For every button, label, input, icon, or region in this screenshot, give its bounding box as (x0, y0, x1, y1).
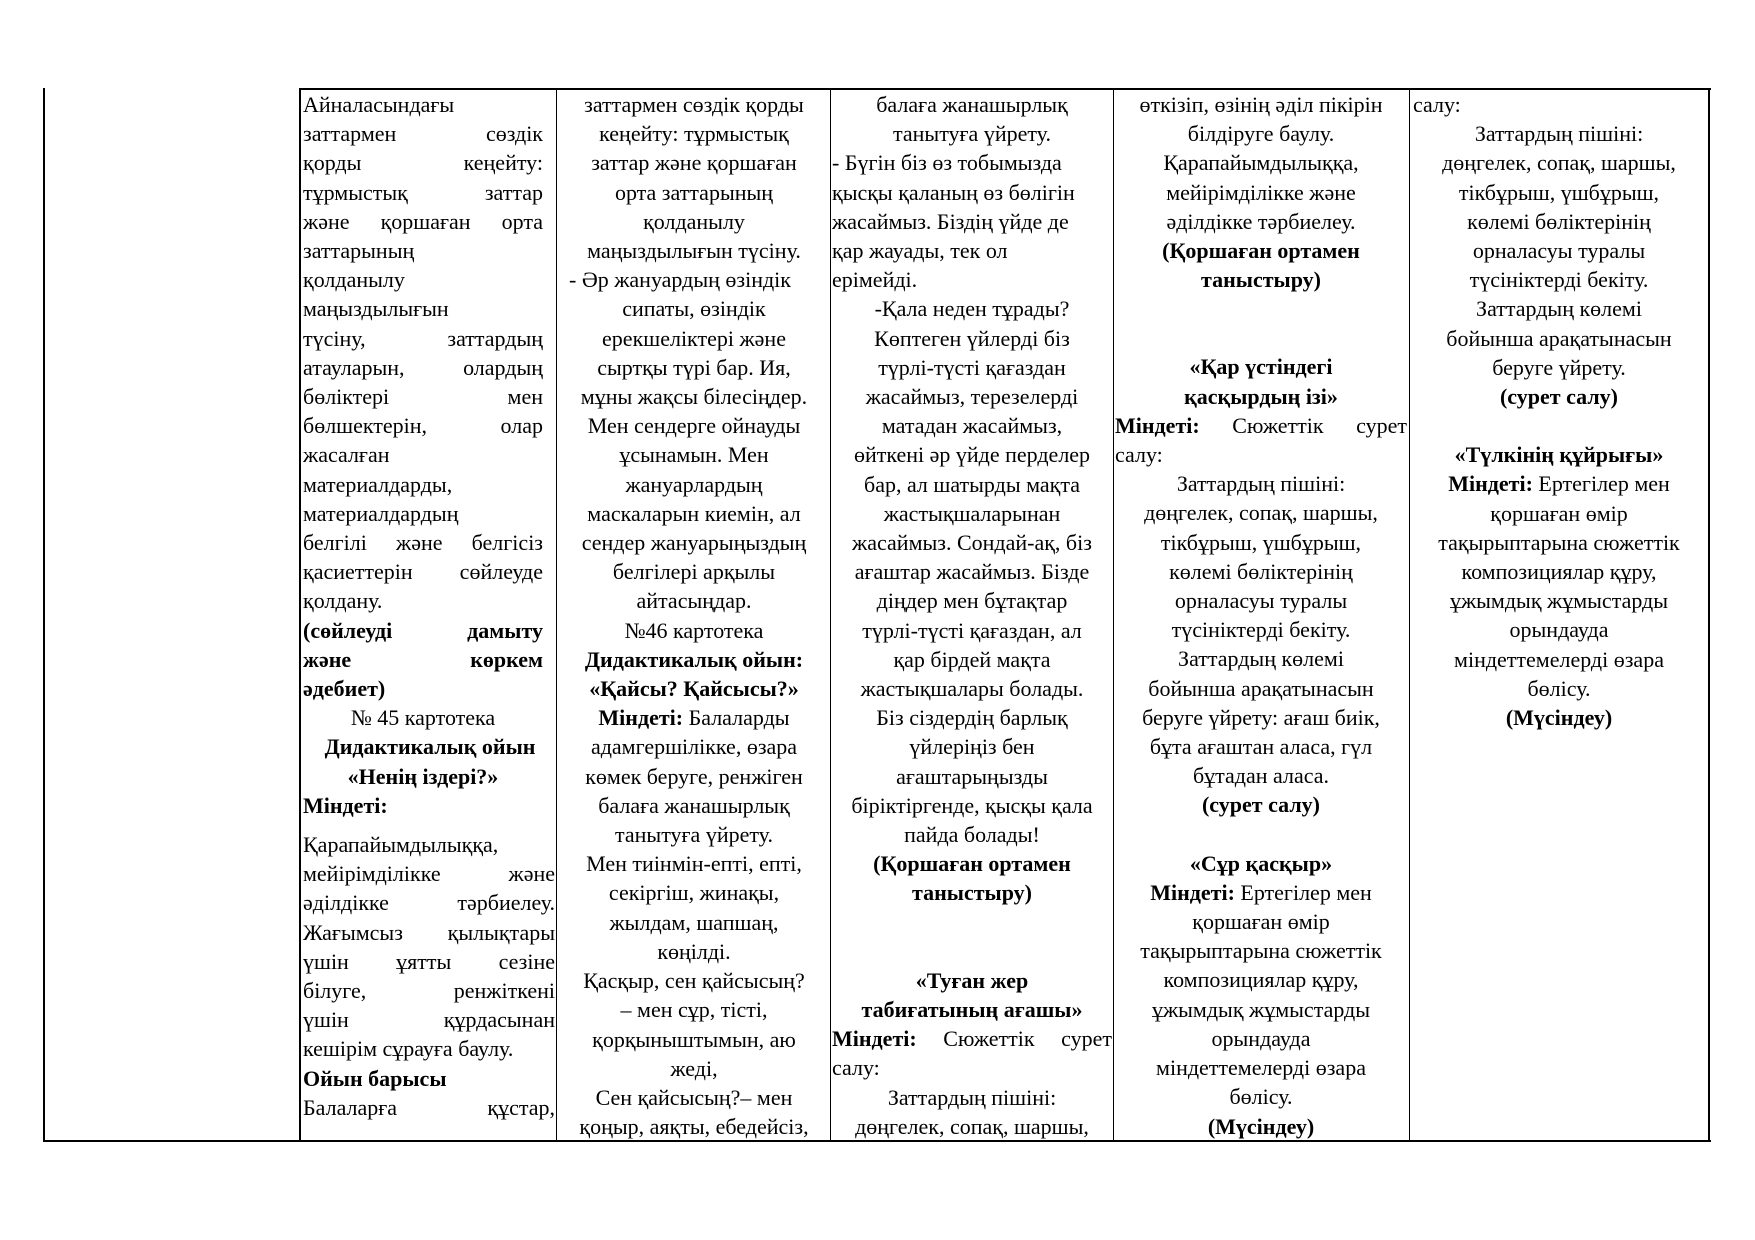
c1-game-type: Дидактикалық ойын (324, 734, 536, 760)
c2-game-type: Дидактикалық ойын: (584, 646, 804, 672)
c2-line: ұсынамын. Мен (619, 442, 769, 468)
c5-task-first: Ертегілер мен (1532, 471, 1670, 497)
c3-task-line (832, 1024, 1112, 1053)
c3-line: жасаймыз. Сондай-ақ, біз (852, 530, 1092, 556)
c4-task-label: Міндеті: (1115, 412, 1200, 438)
c1-card-number: № 45 картотека (350, 705, 496, 731)
c5-line: түсініктерді бекіту. (1469, 267, 1649, 293)
c2-line: сендер жануарыңыздың (581, 530, 807, 556)
c2-line: маңыздылығын түсіну. (587, 238, 801, 264)
c5-line: дөңгелек, сопақ, шаршы, (1442, 150, 1676, 176)
c2-task-label: Міндеті: (598, 705, 684, 731)
c2-line: айтасыңдар. (636, 588, 752, 614)
c4-line: Қарапайымдылыққа, (1163, 150, 1359, 176)
c5-task-line: тақырыптарына сюжеттік (1438, 529, 1680, 555)
border-col4-left (1113, 88, 1114, 1142)
border-col5-left (1409, 88, 1410, 1142)
c2-task-line: адамгершілікке, өзара (590, 734, 798, 760)
c1-intro-line: маңыздылығын (303, 296, 449, 322)
c5-line: Заттардың көлемі (1476, 296, 1642, 322)
c4-line: білдіруге баулу. (1187, 121, 1335, 147)
c2-task-line: қорқыныштымын, аю (592, 1026, 796, 1052)
c5-task-line: орындауда (1509, 617, 1609, 643)
c5-task-label: Міндеті: (1448, 471, 1533, 497)
c4-task-line: орындауда (1211, 1025, 1311, 1051)
c4-line: өткізіп, өзінің әділ пікірін (1139, 92, 1383, 117)
c3-line: жасаймыз. Біздің үйде де (832, 208, 1069, 234)
c1-intro-line: және қоршаған орта (303, 208, 543, 234)
c4-subject-line: (сурет салу) (1201, 792, 1320, 818)
c5-line: салу: (1413, 92, 1461, 117)
c2-task-line: Сен қайсысың?– мен (595, 1084, 793, 1110)
c2-line: маскаларын киемін, ал (587, 500, 801, 526)
c4-task-line: қоршаған өмір (1192, 909, 1330, 935)
c4-task-line: Заттардың пішіні: (1176, 471, 1346, 497)
c4-task-line: Заттардың көлемі (1178, 646, 1344, 672)
c1-intro-line: қолдану. (303, 588, 383, 614)
c3-line: балаға жанашырлық (876, 92, 1068, 117)
c3-line: қар бірдей мақта (893, 646, 1051, 672)
c1-task-line: мейірімділікке және (303, 861, 555, 887)
c1-intro-line: материалдардың (303, 500, 459, 526)
c1-subject-line: (сөйлеуді дамыту (303, 617, 543, 643)
c4-task-line: бөлісу. (1229, 1084, 1293, 1110)
c2-line: кеңейту: тұрмыстық (599, 121, 789, 147)
c2-task-line: балаға жанашырлық (598, 792, 790, 818)
c2-line: белгілері арқылы (612, 559, 776, 585)
c1-task-line: үшін ұятты сезіне (303, 948, 555, 974)
c4-game-name: «Қар үстіндегі (1189, 354, 1333, 380)
border-col1-left (299, 88, 301, 1142)
c3-task-label: Міндеті: (832, 1026, 917, 1052)
c1-intro-line: атауларын, олардың (303, 354, 543, 380)
c3-line: танытуға үйрету. (893, 121, 1051, 147)
c5-line: бойынша арақатынасын (1446, 325, 1672, 351)
c1-intro-line: материалдарды, (303, 471, 453, 497)
c2-game-name: «Қайсы? Қайсысы?» (589, 676, 799, 702)
c1-intro-line: белгілі және белгісіз (303, 530, 543, 556)
c2-task-line: – мен сұр, тісті, (620, 997, 768, 1023)
c1-intro-line: бөліктері мен (303, 384, 543, 410)
c2-task-line: көмек беруге, ренжіген (585, 763, 803, 789)
c3-task-line: дөңгелек, сопақ, шаршы, (855, 1113, 1089, 1139)
c5-subject-line: (Мүсіндеу) (1505, 705, 1613, 731)
c3-line: пайда болады! (904, 822, 1040, 848)
c4-line: мейірімділікке және (1166, 179, 1356, 205)
c4-task-line: тақырыптарына сюжеттік (1140, 938, 1382, 964)
column-2 (560, 90, 828, 1140)
c1-subject-line: әдебиет) (303, 676, 386, 702)
c5-subject-line: (сурет салу) (1499, 384, 1618, 410)
c1-process-line: Балаларға құстар, (303, 1094, 555, 1120)
c3-spacer (832, 908, 1112, 966)
c4-task-line: міндеттемелерді өзара (1156, 1055, 1366, 1081)
c2-task-line: жылдам, шапшаң, (609, 909, 779, 935)
column-4 (1115, 90, 1407, 1140)
c5-spacer (1411, 411, 1707, 440)
c3-line: жасаймыз, терезелерді (865, 384, 1079, 410)
c2-line: мұны жақсы білесіңдер. (580, 384, 808, 410)
c3-line: жастықшаларынан (883, 500, 1061, 526)
c2-line: заттар және қоршаған (591, 150, 797, 176)
c1-task-line: үшін құрдасынан (303, 1007, 555, 1033)
c1-task-label: Міндеті: (303, 792, 388, 818)
c4-subject-line: (Мүсіндеу) (1207, 1113, 1315, 1139)
c3-game-name: табиғатының ағашы» (861, 996, 1083, 1022)
c4-task-line: ұжымдық жұмыстарды (1151, 996, 1371, 1022)
c5-line: беруге үйрету. (1492, 354, 1626, 380)
c1-intro-line: бөлшектерін, олар (303, 413, 543, 439)
c2-task-first: Балаларды (683, 705, 790, 731)
c2-task-line: көңілді. (657, 938, 731, 964)
c2-task-line: Мен тиінмін-епті, епті, (586, 851, 802, 877)
c4-task-first: Сюжеттік сурет (1199, 412, 1407, 438)
c3-line: ағаштарыңызды (896, 763, 1048, 789)
c2-line: ерекшеліктері және (602, 325, 786, 351)
c1-task-line: әділдікке тәрбиелеу. (303, 890, 555, 916)
c5-game-name: «Түлкінің құйрығы» (1454, 442, 1664, 468)
c4-task-line: салу: (1115, 442, 1163, 468)
c4-task-line: тікбұрыш, үшбұрыш, (1160, 529, 1362, 555)
c4-subject-line: таныстыру) (1201, 267, 1321, 293)
border-bottom (299, 1140, 1711, 1142)
c4-task-line: беруге үйрету: ағаш биік, (1142, 704, 1380, 730)
c1-task-line: кешірім сұрауға баулу. (303, 1036, 514, 1062)
c2-task-line: танытуға үйрету. (615, 822, 773, 848)
c2-line: сипаты, өзіндік (622, 296, 766, 322)
c2-line: Мен сендерге ойнауды (587, 413, 801, 439)
c1-subject-line: және көркем (303, 646, 543, 672)
c3-task-line: салу: (832, 1055, 880, 1081)
c4-task-line (1115, 411, 1407, 440)
c1-intro-line: жасалған (303, 442, 390, 468)
c4-task-line: түсініктерді бекіту. (1171, 617, 1351, 643)
column-3 (832, 90, 1112, 1140)
c1-intro-line: Айналасындағы (303, 92, 455, 117)
c3-subject-line: (Қоршаған ортамен (873, 851, 1071, 877)
c2-task-line (560, 703, 828, 732)
c5-task-line: бөлісу. (1527, 675, 1591, 701)
c1-intro-line: қолданылу (303, 267, 405, 293)
c3-line: ерімейді. (832, 267, 918, 293)
border-left-outer (43, 88, 45, 1142)
c3-line: біріктіргенде, қысқы қала (851, 792, 1093, 818)
c4-task-line: дөңгелек, сопақ, шаршы, (1144, 500, 1378, 526)
c4-task-label: Міндеті: (1150, 879, 1235, 905)
c3-line: - Бүгін біз өз тобымызда (832, 150, 1062, 176)
column-1-lower (303, 830, 555, 1140)
c4-spacer (1115, 294, 1407, 352)
c5-task-line: қоршаған өмір (1490, 500, 1628, 526)
c5-line: көлемі бөліктерінің (1467, 208, 1651, 234)
c1-task-line: білуге, ренжіткені (303, 978, 555, 1004)
c2-task-line: қоңыр, аяқты, ебедейсіз, (579, 1114, 809, 1140)
column-5 (1411, 90, 1707, 1140)
c2-line: - Әр жануардың өзіндік (569, 267, 791, 293)
c4-task-line: композициялар құру, (1163, 967, 1359, 993)
c4-line: әділдікке тәрбиелеу. (1166, 208, 1356, 234)
c3-game-name: «Туған жер (915, 967, 1029, 993)
c2-line: қолданылу (643, 208, 745, 234)
c4-game-name: «Сұр қасқыр» (1189, 850, 1333, 876)
c2-line: орта заттарының (614, 179, 774, 205)
c2-card-number: №46 картотека (624, 617, 764, 643)
c3-task-first: Сюжеттік сурет (916, 1026, 1112, 1052)
c3-line: өйткені әр үйде перделер (853, 442, 1091, 468)
c3-line: діңдер мен бұтақтар (876, 588, 1068, 614)
c1-intro-line: заттармен сөздік (303, 121, 543, 147)
c1-task-line: Қарапайымдылыққа, (303, 832, 499, 857)
c1-intro-line: қасиеттерін сөйлеуде (303, 559, 543, 585)
c1-process-label: Ойын барысы (303, 1065, 447, 1091)
c5-task-line (1411, 469, 1707, 498)
c3-line: бар, ал шатырды мақта (864, 471, 1080, 497)
c1-intro-line: түсіну, заттардың (303, 325, 543, 351)
c4-task-line (1115, 878, 1407, 907)
c3-line: ағаштар жасаймыз. Бізде (854, 559, 1090, 585)
c4-task-first: Ертегілер мен (1234, 879, 1372, 905)
border-col3-left (830, 88, 831, 1142)
c3-line: қар жауады, тек ол (832, 238, 1008, 264)
c1-intro-line: қорды кеңейту: (303, 150, 543, 176)
c1-intro-line: тұрмыстық заттар (303, 179, 543, 205)
c3-line: -Қала неден тұрады? (874, 296, 1070, 322)
c4-game-name: қасқырдың ізі» (1184, 383, 1338, 409)
c3-line: матадан жасаймыз, (881, 413, 1063, 439)
c4-task-line: бойынша арақатынасын (1148, 675, 1374, 701)
c1-task-line: Жағымсыз қылықтары (303, 919, 555, 945)
c1-game-name: «Ненің іздері?» (347, 763, 499, 789)
c2-task-line: жеді, (670, 1055, 718, 1081)
c5-line: орналасуы туралы (1472, 238, 1646, 264)
c3-subject-line: таныстыру) (912, 880, 1032, 906)
c5-task-line: композициялар құру, (1461, 559, 1657, 585)
c2-task-line: секіргіш, жинақы, (608, 880, 780, 906)
c5-line: тікбұрыш, үшбұрыш, (1458, 179, 1660, 205)
c3-line: Көптеген үйлерді біз (874, 325, 1070, 351)
c3-line: қысқы қаланың өз бөлігін (832, 179, 1075, 205)
c4-task-line: көлемі бөліктерінің (1169, 558, 1353, 584)
c4-task-line: орналасуы туралы (1174, 588, 1348, 614)
c2-line: сыртқы түрі бар. Ия, (597, 354, 791, 380)
c4-subject-line: (Қоршаған ортамен (1162, 238, 1360, 264)
c1-intro-line: заттарының (303, 238, 415, 264)
c3-line: үйлеріңіз бен (909, 734, 1035, 760)
c3-line: түрлі-түсті қағаздан, ал (862, 617, 1082, 643)
c4-spacer (1115, 820, 1407, 849)
c3-line: Біз сіздердің барлық (876, 705, 1068, 731)
c2-line: заттармен сөздік қорды (584, 92, 804, 117)
c3-line: жастықшалары болады. (860, 676, 1084, 702)
c2-task-line: Қасқыр, сен қайсысың? (583, 968, 805, 994)
border-col2-left (556, 88, 557, 1142)
c5-task-line: ұжымдық жұмыстарды (1449, 588, 1669, 614)
c5-line: Заттардың пішіні: (1474, 121, 1644, 147)
c4-task-line: бұта ағаштан аласа, гүл (1149, 734, 1373, 760)
c3-task-line: Заттардың пішіні: (887, 1084, 1057, 1110)
c5-task-line: міндеттемелерді өзара (1454, 646, 1664, 672)
c2-line: жануарлардың (625, 471, 763, 497)
c3-line: түрлі-түсті қағаздан (878, 354, 1066, 380)
border-bottom-first-cell (43, 1140, 301, 1142)
border-right (1708, 88, 1710, 1142)
c4-task-line: бұтадан аласа. (1192, 763, 1330, 789)
